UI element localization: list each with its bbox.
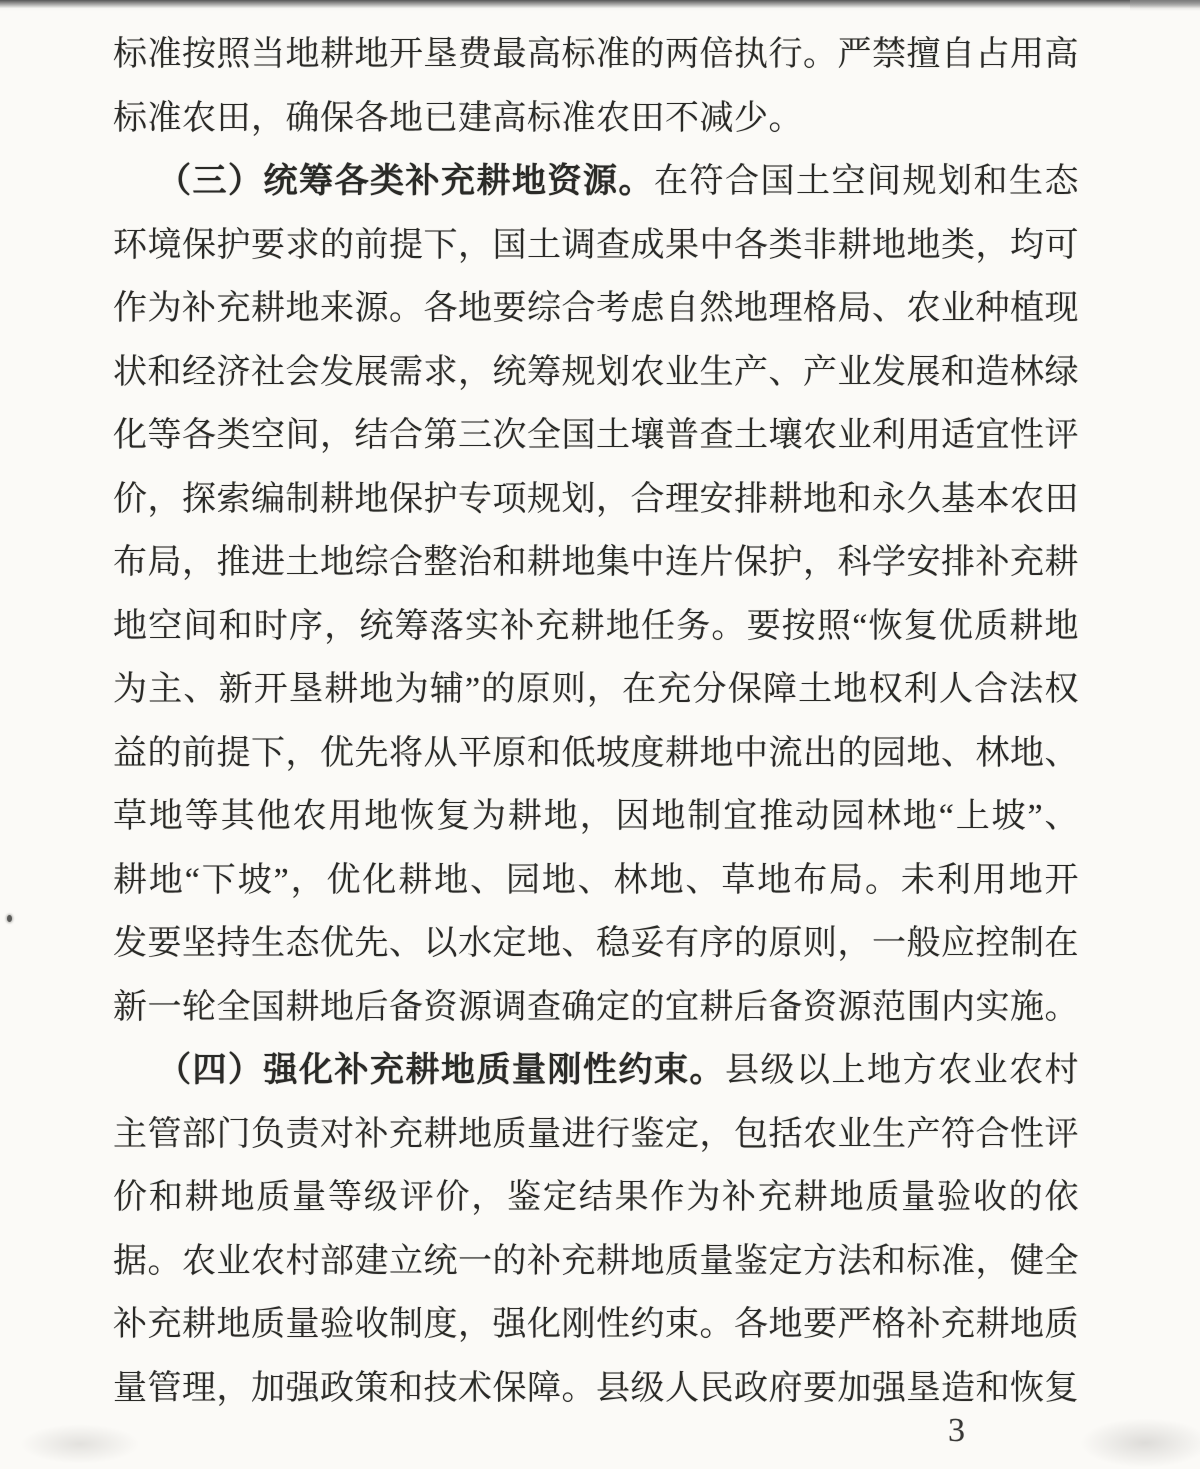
body-text: 作为补充耕地来源。各地要综合考虑自然地理格局、农业种植现 bbox=[113, 290, 1079, 327]
body-text: 状和经济社会发展需求，统筹规划农业生产、产业发展和造林绿 bbox=[113, 353, 1079, 391]
body-text: 布局，推进土地综合整治和耕地集中连片保护，科学安排补充耕 bbox=[113, 544, 1079, 581]
document-line bbox=[113, 1166, 1079, 1230]
document-line bbox=[113, 1039, 1079, 1103]
body-text: 标准农田，确保各地已建高标准农田不减少。 bbox=[113, 99, 803, 137]
body-text: 地空间和时序，统筹落实补充耕地任务。要按照“恢复优质耕地 bbox=[113, 607, 1079, 645]
document-line bbox=[113, 722, 1079, 786]
body-text: 价和耕地质量等级评价，鉴定结果作为补充耕地质量验收的依 bbox=[113, 1179, 1079, 1216]
document-line bbox=[113, 785, 1079, 849]
body-text: 新一轮全国耕地后备资源调查确定的宜耕后备资源范围内实施。 bbox=[113, 988, 1079, 1026]
body-text: 化等各类空间，结合第三次全国土壤普查土壤农业利用适宜性评 bbox=[113, 417, 1079, 454]
document-line bbox=[113, 1357, 1079, 1421]
page-number: 3 bbox=[948, 1412, 965, 1449]
scan-top-edge-artifact bbox=[0, 0, 1200, 11]
document-line bbox=[113, 849, 1079, 913]
body-text: 量管理，加强政策和技术保障。县级人民政府要加强垦造和恢复 bbox=[113, 1369, 1079, 1407]
document-line bbox=[113, 976, 1079, 1040]
body-text: 草地等其他农用地恢复为耕地，因地制宜推动园林地“上坡”、 bbox=[113, 798, 1079, 835]
document-line bbox=[113, 1103, 1079, 1167]
body-text: 为主、新开垦耕地为辅”的原则，在充分保障土地权利人合法权 bbox=[113, 671, 1079, 708]
scan-top-edge-right-artifact bbox=[1130, 0, 1200, 11]
scan-smudge-bottom-right bbox=[1080, 1418, 1200, 1468]
document-body bbox=[113, 23, 1079, 1420]
document-line bbox=[113, 1293, 1079, 1357]
body-text: 益的前提下，优先将从平原和低坡度耕地中流出的园地、林地、 bbox=[113, 734, 1079, 772]
document-line bbox=[113, 341, 1079, 405]
body-text: 补充耕地质量验收制度，强化刚性约束。各地要严格补充耕地质 bbox=[113, 1306, 1079, 1343]
document-line bbox=[113, 595, 1079, 659]
document-line bbox=[113, 658, 1079, 722]
document-line bbox=[113, 277, 1079, 341]
document-line bbox=[113, 468, 1079, 532]
document-line bbox=[113, 87, 1079, 151]
scan-smudge-bottom-left bbox=[20, 1424, 140, 1464]
body-text: 据。农业农村部建立统一的补充耕地质量鉴定方法和标准，健全 bbox=[113, 1242, 1079, 1280]
body-text: 县级以上地方农业农村 bbox=[725, 1052, 1079, 1089]
body-text: 环境保护要求的前提下，国土调查成果中各类非耕地地类，均可 bbox=[113, 226, 1079, 264]
document-line bbox=[113, 404, 1079, 468]
body-text: 标准按照当地耕地开垦费最高标准的两倍执行。严禁擅自占用高 bbox=[113, 36, 1079, 73]
body-text: 价，探索编制耕地保护专项规划，合理安排耕地和永久基本农田 bbox=[113, 480, 1079, 518]
document-line bbox=[113, 531, 1079, 595]
document-line bbox=[113, 1230, 1079, 1294]
document-line bbox=[113, 912, 1079, 976]
section-heading-text: （四）强化补充耕地质量刚性约束。 bbox=[157, 1052, 725, 1089]
document-line bbox=[113, 214, 1079, 278]
document-line bbox=[113, 150, 1079, 214]
body-text: 发要坚持生态优先、以水定地、稳妥有序的原则，一般应控制在 bbox=[113, 925, 1079, 962]
document-line bbox=[113, 23, 1079, 87]
scan-speck-artifact bbox=[7, 915, 12, 922]
body-text: 耕地“下坡”，优化耕地、园地、林地、草地布局。未利用地开 bbox=[113, 861, 1079, 899]
section-heading-text: （三）统筹各类补充耕地资源。 bbox=[157, 163, 654, 200]
body-text: 在符合国土空间规划和生态 bbox=[654, 163, 1079, 200]
body-text: 主管部门负责对补充耕地质量进行鉴定，包括农业生产符合性评 bbox=[113, 1115, 1079, 1153]
